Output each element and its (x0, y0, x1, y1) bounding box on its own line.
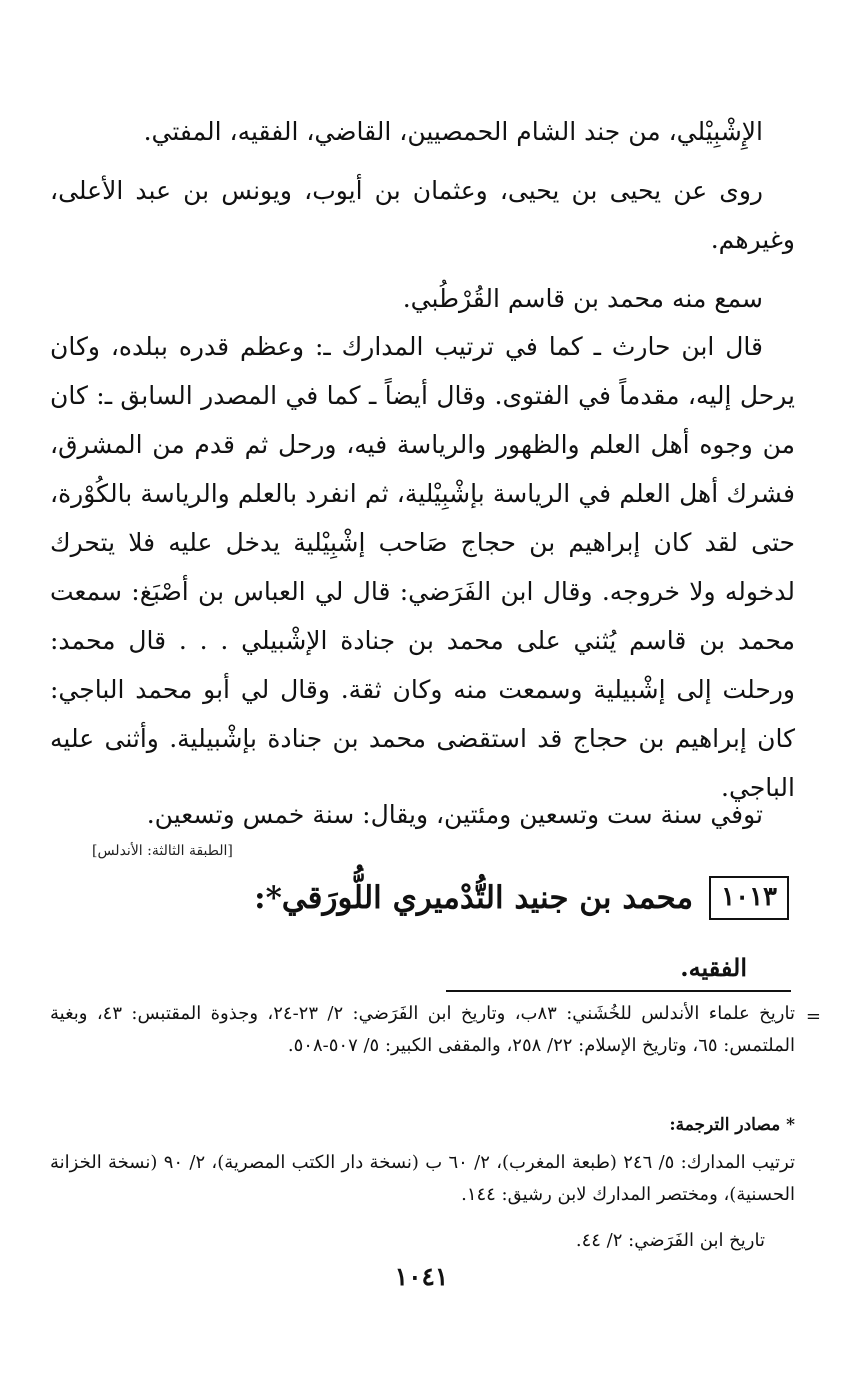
page-number: ١٠٤١ (394, 1262, 449, 1291)
footnote-source-2: تاريخ ابن الفَرَضي: ٢/ ٤٤. (575, 1230, 765, 1251)
paragraph-narrators: روى عن يحيى بن يحيى، وعثمان بن أيوب، ويونس بن عبد الأعلى، وغيرهم. (50, 176, 795, 254)
entry-number: ١٠١٣ (709, 876, 789, 920)
entry-title: محمد بن جنيد التُّدْميري اللُّورَقي*: (254, 880, 694, 916)
entry-heading (254, 876, 789, 920)
footnote-continuation: تاريخ علماء الأندلس للخُشَني: ٨٣ب، وتاريخ ابن الفَرَضي: ٢/ ٢٣-٢٤، وجذوة المقتبس: ٤٣، وبغية الملتمس: ٦٥، وتاريخ الإسلام: ٢٢/ ٢٥٨، والمقفى الكبير: ٥/ ٥٠٧-٥٠٨. (50, 1003, 795, 1056)
footnote-continuation-marker: = (805, 1006, 821, 1027)
paragraph-biography: قال ابن حارث ـ كما في ترتيب المدارك ـ: وعظم قدره ببلده، وكان يرحل إليه، مقدماً في الفتوى. وقال أيضاً ـ كما في المصدر السابق ـ: كان من وجوه أهل العلم والظهور والرياسة فيه، ورحل ثم قدم من المشرق، فشرك أهل العلم في الرياسة بإشْبِيْلية، ثم انفرد بالعلم والرياسة بالكُوْرة، حتى لقد كان إبراهيم بن حجاج صَاحب إشْبِيْلية يدخل عليه فلا يتحرك لدخوله ولا خروجه. وقال ابن الفَرَضي: قال لي العباس بن أصْبَغ: سمعت محمد بن قاسم يُثني على محمد بن جنادة الإشْبيلي . . . قال محمد: ورحلت إلى إشْبيلية وسمعت منه وكان ثقة. وقال لي أبو محمد الباجي: كان إبراهيم بن حجاج قد استقضى محمد بن جنادة بإشْبيلية. وأثنى عليه الباجي. (50, 332, 795, 802)
footnote-sources-heading: * مصادر الترجمة: (669, 1115, 795, 1135)
footnote-source-1: ترتيب المدارك: ٥/ ٢٤٦ (طبعة المغرب)، ٢/ ٦٠ ب (نسخة دار الكتب المصرية)، ٢/ ٩٠ (نسخة الخزانة الحسنية)، ومختصر المدارك لابن رشيق: ١٤٤. (50, 1152, 795, 1205)
section-label: [الطبقة الثالثة: الأندلس] (92, 843, 233, 859)
footnote-separator (446, 990, 791, 992)
paragraph-students: سمع منه محمد بن قاسم القُرْطُبي. (402, 284, 763, 313)
entry-subtitle: الفقيه. (680, 953, 747, 982)
paragraph-death: توفي سنة ست وتسعين ومئتين، ويقال: سنة خمس وتسعين. (146, 800, 763, 829)
paragraph-intro: الإِشْبِيْلي، من جند الشام الحمصيين، القاضي، الفقيه، المفتي. (143, 117, 763, 146)
